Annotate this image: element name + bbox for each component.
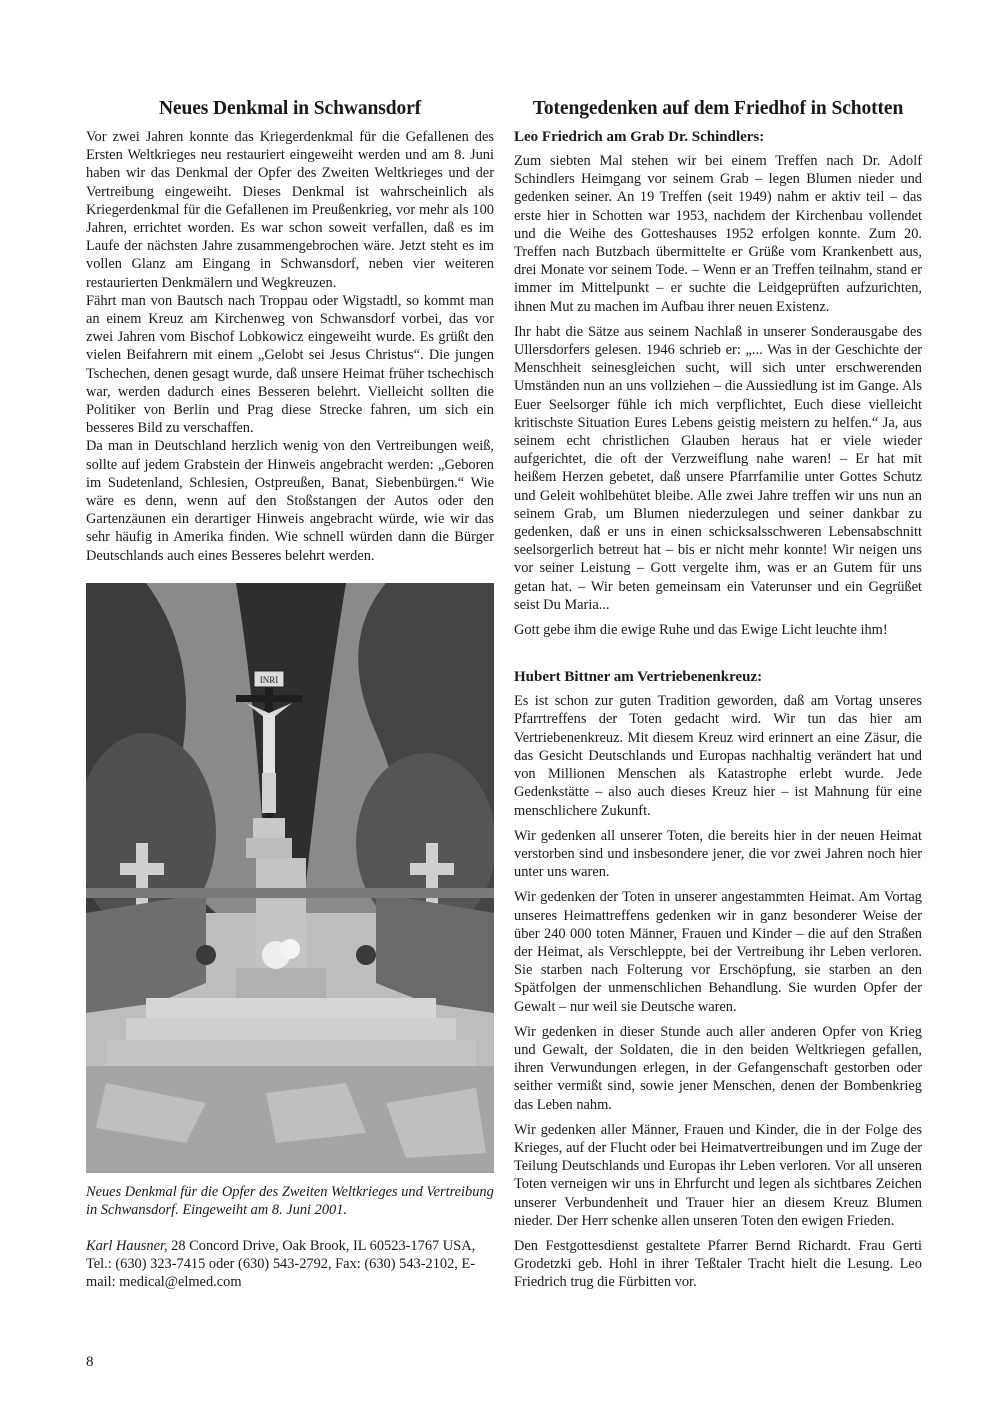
inri-plaque-text: INRI — [259, 674, 279, 685]
page-number: 8 — [86, 1354, 94, 1370]
paragraph: Ihr habt die Sätze aus seinem Nachlaß in unserer Sonderausgabe des Ullersdorfers gelesen. 1946 schrieb er: „... Was in der Geschichte der Menschheit seinesgleichen sucht, will sich unter erschwerenden Umständen nun an uns vollziehen – die Aussiedlung ist im Gange. Als Euer Seelsorger fühle ich mich verpflichtet, Euch diese vielleicht kritischste Situation Eures Lebens geistig meistern zu helfen.“ Ja, aus seinem echt christlichen Glauben heraus hat er viele wieder aufgerichtet, die oft der Verzweiflung nahe waren! – Er hat mit heißem Herzen gebetet, daß unsere Pfarrfamilie unter Gottes Schutz und Geleit wohlbehütet bleibe. Alle zwei Jahre treffen wir uns nun an seinem Grab, um Blumen niederzulegen und seiner dankbar zu gedenken, daß er uns in einen schicksalsschweren Lebensabschnitt seelsorgerlich betreut hat – bis er nicht mehr konnte! Wir neigen uns vor seiner Leistung – Gott vergelte ihm, was er an Gutem für uns getan hat. – Wir beten gemeinsam ein Vaterunser und ein Gegrüßet seist Du Maria... — [514, 323, 922, 613]
paragraph: Wir gedenken all unserer Toten, die bereits hier in der neuen Heimat verstorben sind und insbesondere jener, die vor zwei Jahren noch hier unter uns waren. — [514, 827, 922, 881]
paragraph: Da man in Deutschland herzlich wenig von den Vertreibungen weiß, sollte auf jedem Grabstein der Hinweis angebracht werden: „Geboren im Sudetenland, Schlesien, Ostpreußen, Banat, Siebenbürgen.“ Wie wäre es denn, wenn auf den Stoßstangen der Autos oder den Gartenzäunen ein derartiger Hinweis angebracht würde, wie wir das sehr häufig in Amerika finden. Wie schnell würden dann die Bürger Deutschlands auch eines Besseres belehrt werden. — [86, 438, 494, 564]
paragraph: Gott gebe ihm die ewige Ruhe und das Ewige Licht leuchte ihm! — [514, 622, 888, 639]
article-title-schwansdorf: Neues Denkmal in Schwansdorf — [158, 98, 422, 119]
section-heading-friedrich: Leo Friedrich am Grab Dr. Schindlers: — [514, 129, 765, 145]
section-heading-bittner: Hubert Bittner am Vertriebenenkreuz: — [514, 669, 763, 686]
right-column — [514, 96, 922, 1299]
paragraph: Wir gedenken aller Männer, Frauen und Kinder, die in der Folge des Krieges, auf der Flucht oder bei Heimatvertreibungen und im Zuge der Teilung Deutschlands und Europas ihr Leben verloren. Vor all unseren Toten verneigen wir uns in Ehrfurcht und legen als sichtbares Zeichen unserer Verbundenheit und Trauer hier an diesem Kreuz Blumen nieder. Der Herr schenke allen unseren Toten den ewigen Frieden. — [514, 1121, 922, 1229]
author-name: Karl Hausner, — [86, 1237, 168, 1254]
article-title-schotten: Totengedenken auf dem Friedhof in Schotten — [532, 98, 904, 119]
paragraph: Vor zwei Jahren konnte das Kriegerdenkmal für die Gefallenen des Ersten Weltkrieges neu restauriert eingeweiht werden und am 8. Juni haben wir das Denkmal der Opfer des Zweiten Weltkrieges und der Vertreibung eingeweiht. Dieses Denkmal ist wahrscheinlich als Kriegerdenkmal für die Gefallenen im Preußenkrieg, vor mehr als 100 Jahren, errichtet worden. Es war schon soweit verfallen, daß es im Laufe der nächsten Jahre zusammengebrochen wäre. Jetzt steht es im vollen Glanz am Eingang in Schwansdorf, neben vier weiteren restaurierten Denkmälern und Wegkreuzen. — [86, 129, 494, 291]
paragraph: Wir gedenken der Toten in unserer angestammten Heimat. Am Vortag unseres Heimattreffens gedenken wir in ganz besonderer Weise der über 240 000 toten Männer, Frauen und Kinder – die auf den Straßen der Heimat, als Verschleppte, bei der Vertreibung ihr Leben verloren. Sie starben nach Folterung vor Erschöpfung, sie starben an den Spätfolgen der unmenschlichen Behandlung. Sie wurden Opfer der Gewalt – nur weil sie Deutsche waren. — [514, 889, 922, 1015]
paragraph: Wir gedenken in dieser Stunde auch aller anderen Opfer von Krieg und Gewalt, der Soldaten, die in den beiden Weltkriegen gefallen, ihren Verwundungen erlegen, in der Gefangenschaft gestorben oder seither vermißt sind, sowie jener Menschen, denen der Bombenkrieg das Leben nahm. — [514, 1023, 922, 1113]
memorial-photo — [86, 583, 494, 1173]
photo-caption: Neues Denkmal für die Opfer des Zweiten Weltkrieges und Vertreibung in Schwansdorf. Eingeweiht am 8. Juni 2001. — [86, 1183, 494, 1218]
author-contact: 28 Concord Drive, Oak Brook, IL 60523-1767 USA, Tel.: (630) 323-7415 oder (630) 543-2792, Fax: (630) 543-2102, E-mail: medical@elmed.com — [86, 1237, 476, 1290]
paragraph: Fährt man von Bautsch nach Troppau oder Wigstadtl, so kommt man an einem Kreuz am Kirchenweg von Schwansdorf vorbei, das vor zwei Jahren vom Bischof Lobkowicz eingeweiht wurde. Es grüßt den vielen Beifahrern mit einem „Gelobt sei Jesus Christus“. Die jungen Tschechen, denen gesagt wurde, daß unsere Heimat früher tschechisch war, werden dadurch eines Besseren belehrt. Vielleicht sollten die Politiker von Berlin und Prag diese Strecke fahren, um sich ein besseres Bild zu verschaffen. — [86, 292, 494, 437]
author-address — [86, 1237, 494, 1291]
paragraph: Den Festgottesdienst gestaltete Pfarrer Bernd Richardt. Frau Gerti Grodetzki geb. Hohl in ihrer Teßtaler Tracht hielt die Lesung. Leo Friedrich trug die Fürbitten vor. — [514, 1237, 922, 1291]
paragraph: Zum siebten Mal stehen wir bei einem Treffen nach Dr. Adolf Schindlers Heimgang vor seinem Grab – legen Blumen nieder und gedenken seiner. An 19 Treffen (seit 1949) nahm er aktiv teil – das erste hier in Schotten war 1953, nachdem der Kirchenbau vollendet und die Weihe des Gotteshauses 1952 erfolgen konnte. Zum 20. Treffen nach Butzbach übermittelte er Grüße vom Krankenbett aus, drei Monate vor seinem Tode. – Wenn er an Treffen teilnahm, stand er immer im Mittelpunkt – er suchte die Leidgeprüften aufzurichten, ihnen Mut zu machen im Aufbau ihrer neuen Existenz. — [514, 153, 922, 315]
left-column — [86, 96, 494, 1291]
paragraph: Es ist schon zur guten Tradition geworden, daß am Vortag unseres Pfarrtreffens der Toten gedacht wird. Wir tun das hier am Vertriebenenkreuz. Mit diesem Kreuz wird erinnert an eine Zäsur, die das Gesicht Deutschlands und Europas nachhaltig verändert hat und von Millionen Menschen als Katastrophe erlebt wurde. Jede Gedenkstätte – also auch dieses Kreuz hier – ist Mahnung für eine menschlichere Zukunft. — [514, 693, 922, 819]
